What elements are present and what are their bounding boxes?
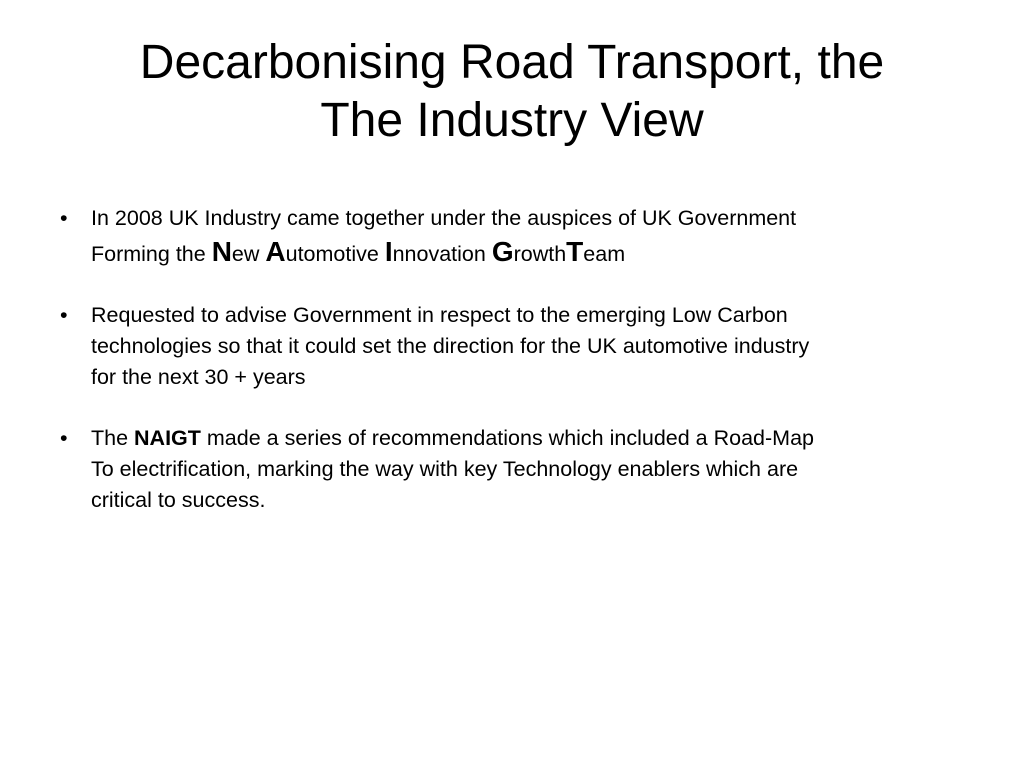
bullet-text-line: In 2008 UK Industry came together under the auspices of UK Government (91, 206, 797, 230)
acronym-word-rest: utomotive (285, 242, 385, 266)
acronym-letter-t: T (566, 236, 584, 267)
acronym-word-rest: eam (583, 242, 626, 266)
bullet-text-line (91, 423, 970, 454)
acronym-letter-a: A (265, 236, 286, 267)
bullet-marker: • (60, 206, 68, 230)
acronym-letter-g: G (491, 236, 514, 267)
bullet-marker: • (60, 426, 68, 450)
title-line-2: The Industry View (320, 94, 704, 147)
bullet-item-recommendations (60, 423, 970, 516)
acronym-prefix: Forming the (91, 242, 212, 266)
bullet-item-naigt-formation (60, 203, 970, 270)
acronym-word-rest: rowth (513, 242, 567, 266)
title-line-1: Decarbonising Road Transport, the (139, 36, 885, 89)
text-prefix: The (91, 426, 135, 450)
naigt-acronym: NAIGT (134, 426, 201, 450)
bullet-item-advise-government (60, 300, 970, 393)
bullet-text-line: technologies so that it could set the direction for the UK automotive industry (91, 334, 810, 358)
bullet-marker: • (60, 303, 68, 327)
acronym-word-rest: ew (231, 242, 266, 266)
bullet-text-line: To electrification, marking the way with key Technology enablers which are (91, 457, 799, 481)
bullet-text-line: Requested to advise Government in respect to the emerging Low Carbon (91, 303, 788, 327)
bullet-list (60, 203, 970, 546)
bullet-text-line: for the next 30 + years (91, 365, 306, 389)
acronym-letter-i: I (384, 236, 393, 267)
acronym-letter-n: N (211, 236, 232, 267)
slide-title (40, 34, 984, 150)
bullet-text-line: critical to success. (91, 488, 266, 512)
bullet-text-line-acronym (91, 236, 970, 270)
text-suffix: made a series of recommendations which included a Road-Map (200, 426, 814, 450)
acronym-word-rest: nnovation (392, 242, 492, 266)
